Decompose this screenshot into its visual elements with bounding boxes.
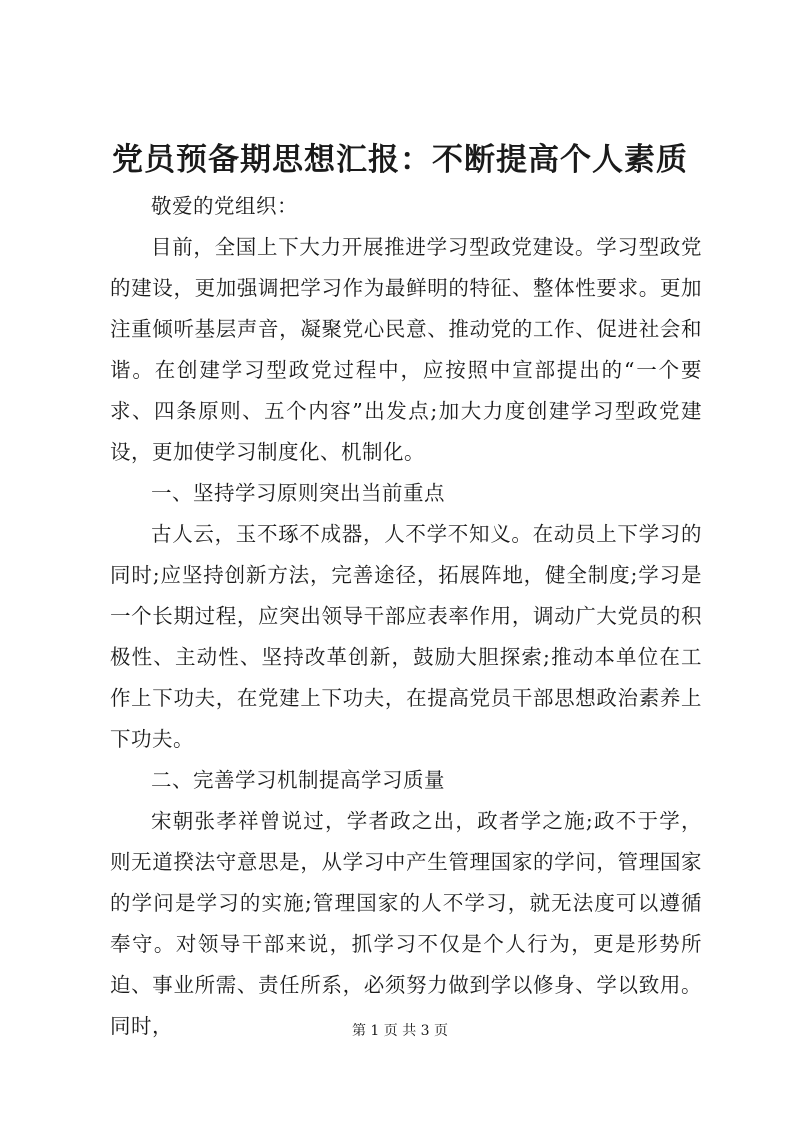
document-title: 党员预备期思想汇报：不断提高个人素质 <box>112 142 688 178</box>
document-body <box>110 186 702 1047</box>
paragraph-section-1: 古人云，玉不琢不成器，人不学不知义。在动员上下学习的同时;应坚持创新方法，完善途径，拓展阵地，健全制度;学习是一个长期过程，应突出领导干部应表率作用，调动广大党员的积极性、主动性、坚持改革创新，鼓励大胆探索;推动本单位在工作上下功夫，在党建上下功夫，在提高党员干部思想政治素养上下功夫。 <box>110 522 702 751</box>
salutation: 敬爱的党组织： <box>151 194 298 218</box>
page-footer <box>0 1021 800 1041</box>
section-heading-1: 一、坚持学习原则突出当前重点 <box>151 481 445 505</box>
section-heading-2: 二、完善学习机制提高学习质量 <box>151 768 445 792</box>
paragraph-section-2: 宋朝张孝祥曾说过，学者政之出，政者学之施;政不于学，则无道揆法守意思是，从学习中产生管理国家的学问，管理国家的学问是学习的实施;管理国家的人不学习，就无法度可以遵循奉守。对领导干部来说，抓学习不仅是个人行为，更是形势所迫、事业所需、责任所系，必须努力做到学以修身、学以致用。同时， <box>110 809 702 1038</box>
paragraph-intro: 目前，全国上下大力开展推进学习型政党建设。学习型政党的建设，更加强调把学习作为最鲜明的特征、整体性要求。更加注重倾听基层声音，凝聚党心民意、推动党的工作、促进社会和谐。在创建学习型政党过程中，应按照中宣部提出的“一个要求、四条原则、五个内容”出发点;加大力度创建学习型政党建设，更加使学习制度化、机制化。 <box>110 235 702 464</box>
page-number: 第 1 页 共 3 页 <box>351 1023 449 1039</box>
